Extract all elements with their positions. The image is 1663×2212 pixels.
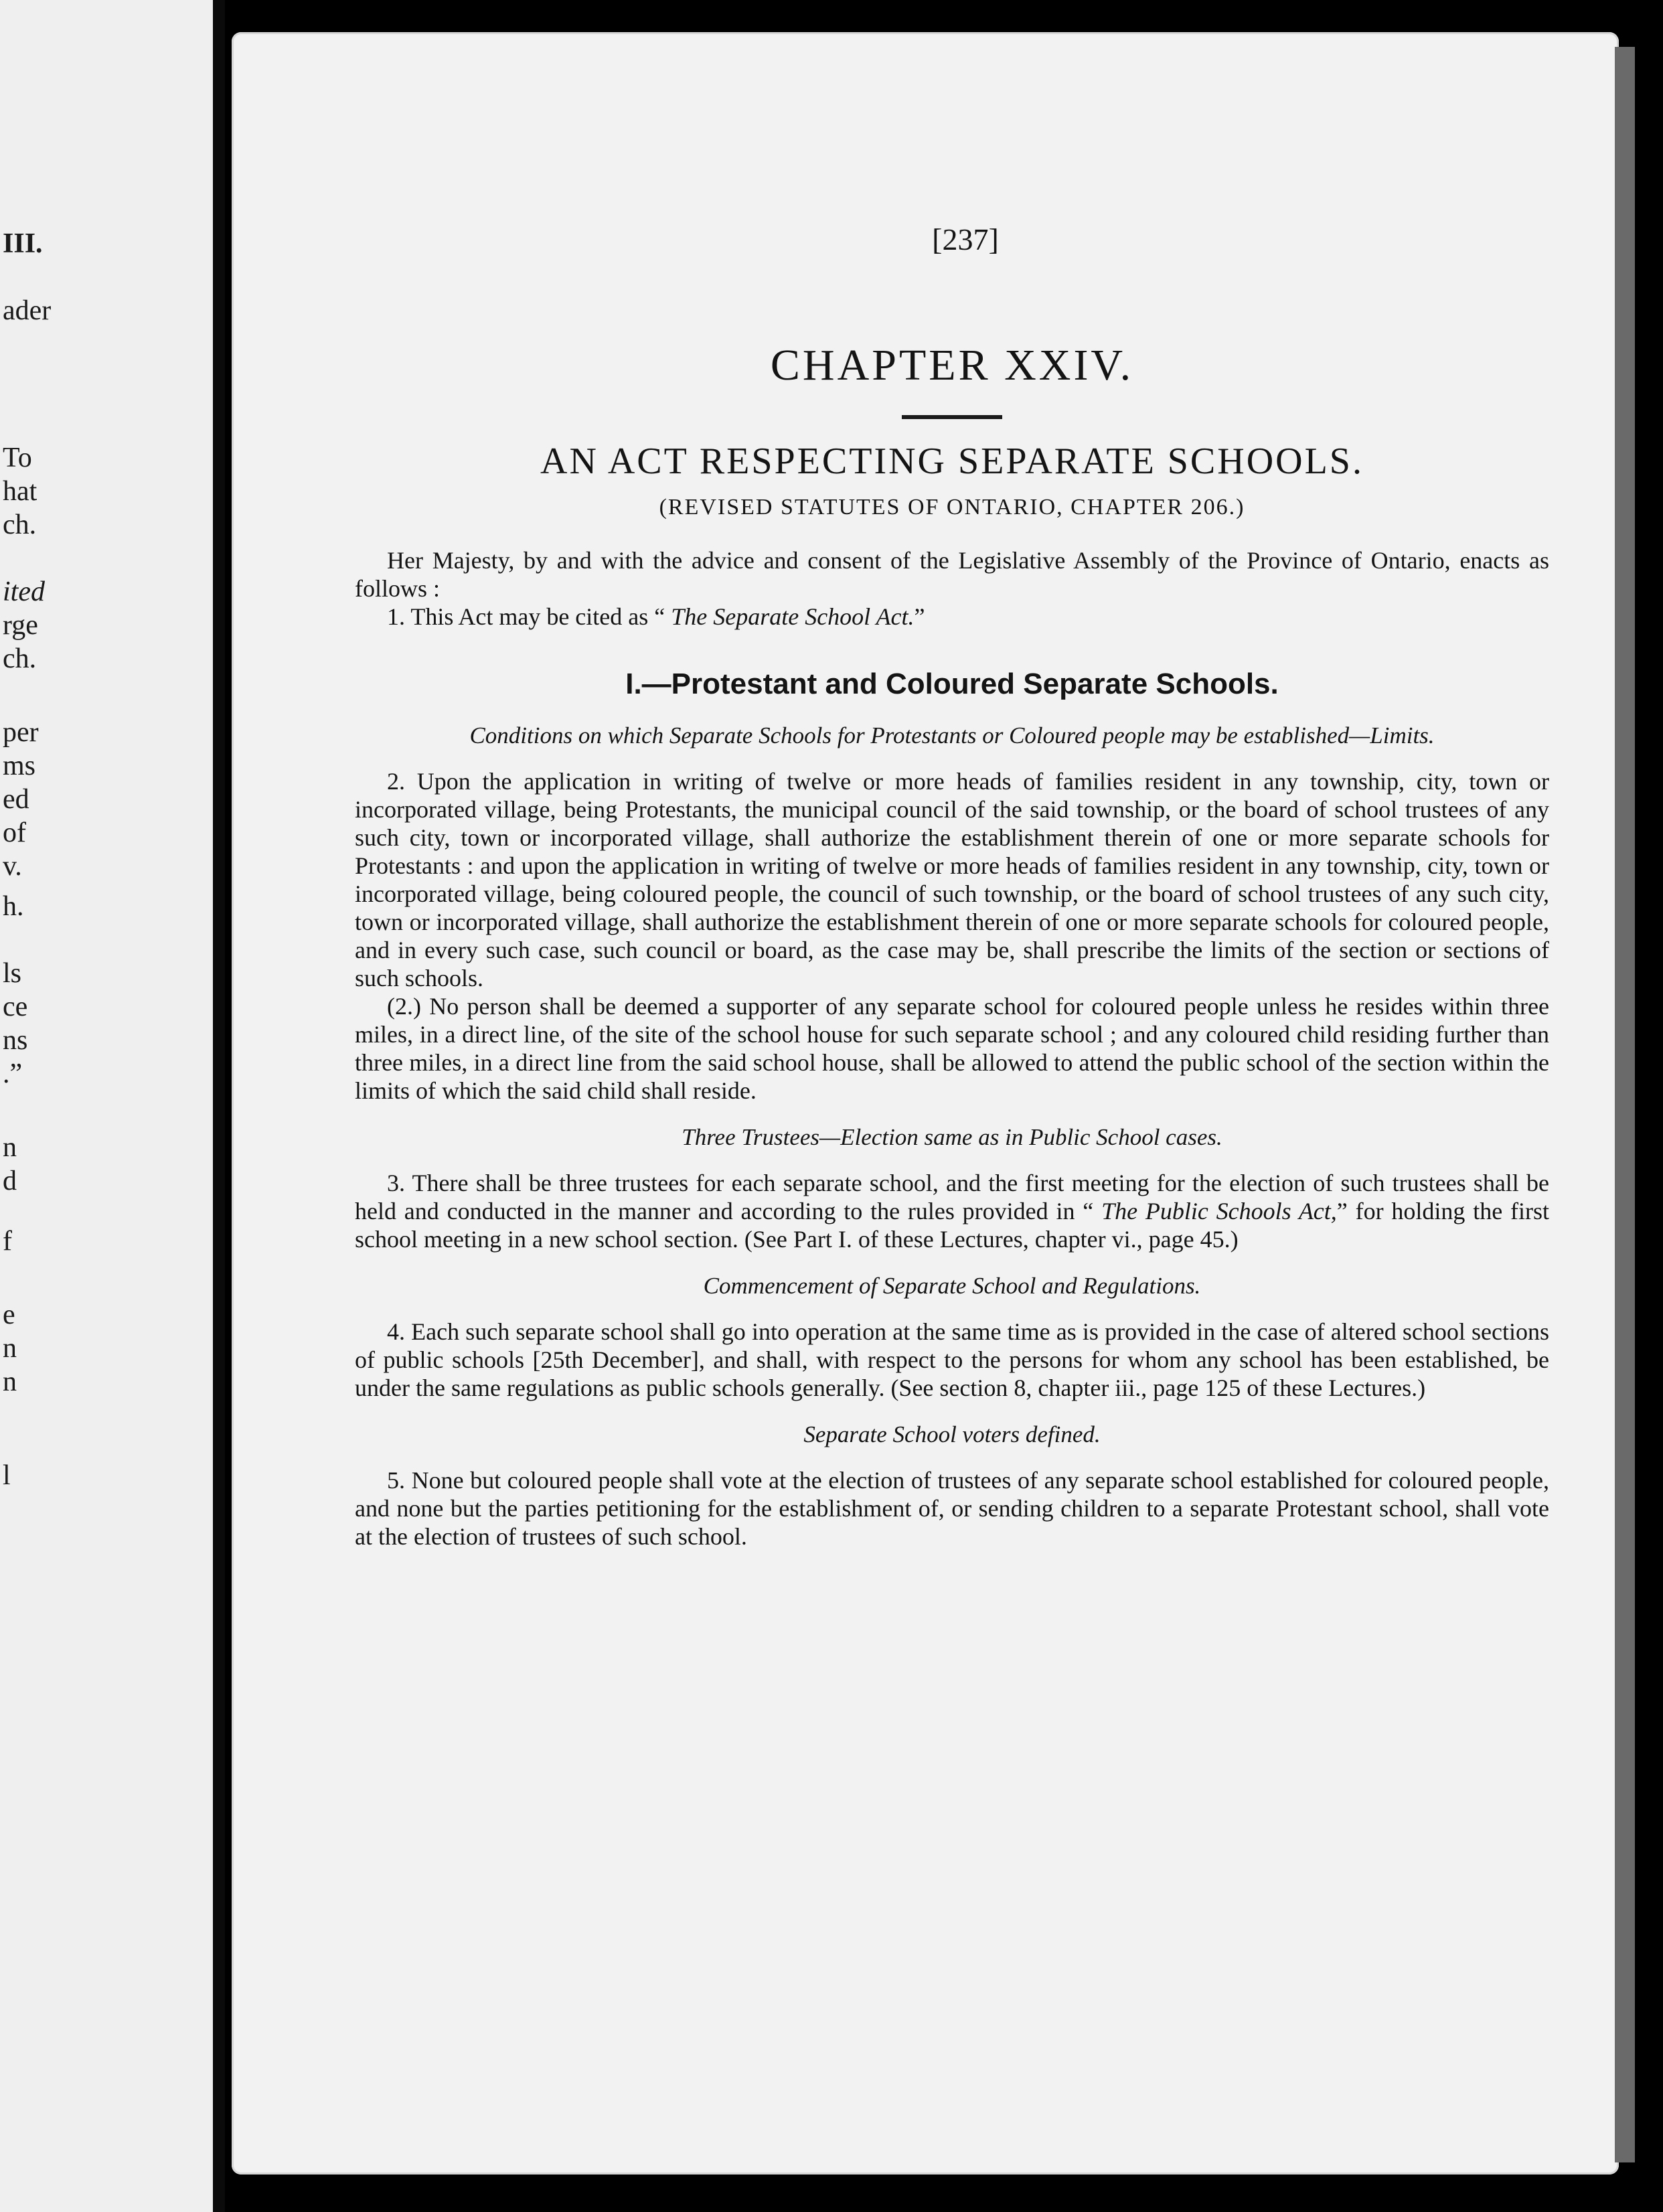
facing-page-text-fragment: per	[3, 717, 39, 748]
section-1-close: ”	[914, 603, 925, 630]
facing-page-text-fragment: ms	[3, 750, 36, 781]
sidenote-commencement: Commencement of Separate School and Regulations.	[703, 1273, 1201, 1299]
page-edge-shadow	[1615, 47, 1635, 2162]
section-3-act-name: The Public Schools Act,	[1101, 1198, 1337, 1224]
facing-page-fragment	[0, 0, 225, 2212]
facing-page-text-fragment: n	[3, 1366, 17, 1397]
section-4: 4. Each such separate school shall go into operation at the same time as is provided in the case of altered school sections of public schools [25th December], and shall, with respect to the persons for whom any school has been established, be under the same regulations as public schools generally. (See section 8, chapter iii., page 125 of these Lectures.)	[355, 1318, 1549, 1401]
page-content	[355, 221, 1549, 1551]
facing-page-text-fragment: ls	[3, 958, 22, 989]
facing-page-text-fragment: h.	[3, 891, 24, 922]
facing-page-text-fragment: n	[3, 1333, 17, 1364]
section-1	[355, 603, 1549, 631]
facing-page-text-fragment: d	[3, 1166, 17, 1196]
sidenote-voters: Separate School voters defined.	[803, 1421, 1101, 1447]
facing-page-text-fragment: l	[3, 1460, 11, 1491]
facing-page-text-fragment: e	[3, 1299, 15, 1330]
facing-page-text-fragment: rge	[3, 610, 38, 641]
act-title: AN ACT RESPECTING SEPARATE SCHOOLS.	[540, 441, 1364, 482]
section-3-rest: ” for holding the first school meeting in a new school section. (See Part I. of these Lectures, chapter vi., page 45.)	[355, 1198, 1549, 1253]
facing-page-text-fragment: hat	[3, 476, 37, 507]
facing-page-text-fragment: III.	[3, 228, 43, 259]
facing-page-text-fragment: of	[3, 817, 26, 848]
facing-page-text-fragment: .”	[3, 1058, 23, 1089]
section-1-act-name: The Separate School Act.	[671, 603, 915, 630]
facing-page-text-fragment: ch.	[3, 643, 37, 674]
sidenote-conditions: Conditions on which Separate Schools for Protestants or Coloured people may be established—Limits.	[469, 722, 1435, 748]
chapter-title: CHAPTER XXIV.	[770, 341, 1134, 390]
facing-page-text-fragment: v.	[3, 851, 22, 882]
part-heading: I.—Protestant and Coloured Separate Schools.	[625, 667, 1279, 700]
facing-page-text-fragment: ns	[3, 1025, 28, 1056]
page-number: [237]	[932, 222, 999, 256]
facing-page-text-fragment: ader	[3, 295, 52, 326]
section-2: 2. Upon the application in writing of twelve or more heads of families resident in any township, city, town or incorporated village, being Protestants, the municipal council of the said township, or the board of school trustees of any such city, town or incorporated village, shall authorize the establishment therein of one or more separate schools for Protestants : and upon the application in writing of twelve or more heads of families resident in any township, city, town or incorporated village, being coloured people, the council of such township, or the board of school trustees of any such city, town or incorporated village, shall authorize the establishment therein of one or more separate schools for coloured people, and in every such case, such council or board, as the case may be, shall prescribe the limits of the section or sections of such schools.	[355, 768, 1549, 992]
section-3-text: 3. There shall be three trustees for each separate school, and the first meeting for the election of such trustees shall be held and conducted in the manner and according to the rules provided in “	[355, 1170, 1549, 1224]
facing-page-text-fragment: f	[3, 1226, 12, 1257]
section-3	[355, 1169, 1549, 1253]
section-5: 5. None but coloured people shall vote at the election of trustees of any separate school established for coloured people, and none but the parties petitioning for the establishment of, or sending children to a separate Protestant school, shall vote at the election of trustees of such school.	[355, 1467, 1549, 1550]
sidenote-trustees: Three Trustees—Election same as in Public School cases.	[682, 1124, 1222, 1150]
facing-page-text-fragment: ited	[3, 576, 45, 607]
act-subtitle: (REVISED STATUTES OF ONTARIO, CHAPTER 206.)	[659, 495, 1245, 520]
facing-page-text-fragment: To	[3, 443, 32, 473]
enacting-clause: Her Majesty, by and with the advice and consent of the Legislative Assembly of the Province of Ontario, enacts as follows :	[355, 547, 1549, 602]
facing-page-text-fragment: ch.	[3, 509, 37, 540]
facing-page-text-fragment: ed	[3, 784, 29, 815]
facing-page-text-fragment: n	[3, 1132, 17, 1163]
title-rule	[902, 415, 1002, 419]
facing-page-text-fragment: ce	[3, 992, 28, 1022]
section-2-subsection-2: (2.) No person shall be deemed a supporter of any separate school for coloured people unless he resides within three miles, in a direct line, of the site of the school house for such separate school ; and any coloured child residing further than three miles, in a direct line from the said school house, shall be allowed to attend the public school of the section within the limits of which the said child shall reside.	[355, 993, 1549, 1104]
section-1-text: 1. This Act may be cited as “	[387, 603, 671, 630]
document-page	[232, 32, 1619, 2175]
